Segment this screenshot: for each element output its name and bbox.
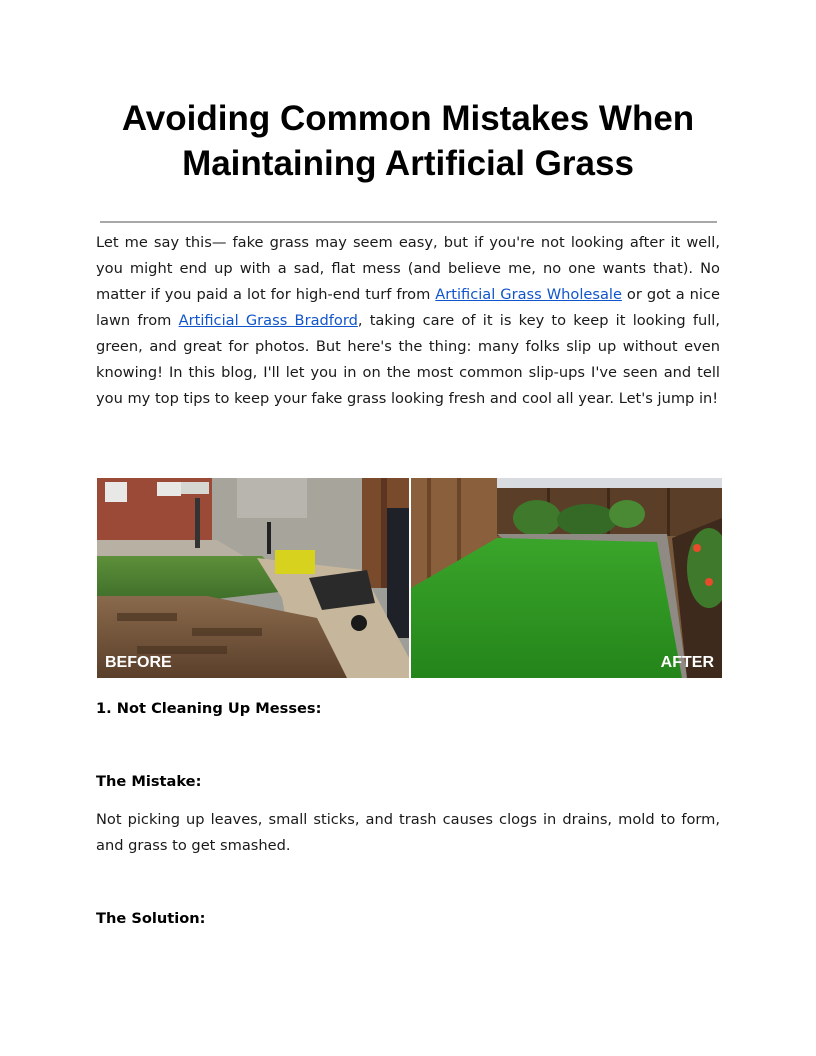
- mistake-heading: The Mistake:: [96, 773, 202, 790]
- after-label: AFTER: [660, 654, 714, 671]
- after-scene: [411, 478, 722, 678]
- before-label: BEFORE: [105, 654, 172, 671]
- intro-text-1: Let me say this— fake grass may seem easy, but if you're not looking after it well, you might end up with a sad, flat mess (and believe me, no one wants that). No matter if you paid a lot for high-end turf from: [96, 234, 720, 303]
- link-artificial-grass-wholesale[interactable]: Artificial Grass Wholesale: [435, 286, 622, 303]
- link-artificial-grass-bradford[interactable]: Artificial Grass Bradford: [178, 312, 358, 329]
- intro-paragraph: [96, 230, 720, 412]
- solution-heading: The Solution:: [96, 910, 206, 927]
- before-after-photo: [97, 478, 722, 678]
- section-1-heading: 1. Not Cleaning Up Messes:: [96, 700, 322, 717]
- intro-text-2: or got a nice lawn from: [96, 286, 720, 329]
- mistake-paragraph: Not picking up leaves, small sticks, and trash causes clogs in drains, mold to form, and grass to get smashed.: [96, 811, 720, 854]
- page-title: Avoiding Common Mistakes When Maintaining Artificial Grass: [121, 99, 695, 183]
- title-divider: [100, 221, 717, 223]
- before-scene: [97, 478, 409, 678]
- intro-text-3: , taking care of it is key to keep it looking full, green, and great for photos. But here's the thing: many folks slip up without even knowing! In this blog, I'll let you in on the most common slip-ups I've seen and tell you my top tips to keep your fake grass looking fresh and cool all year. Let's jump in!: [96, 312, 720, 407]
